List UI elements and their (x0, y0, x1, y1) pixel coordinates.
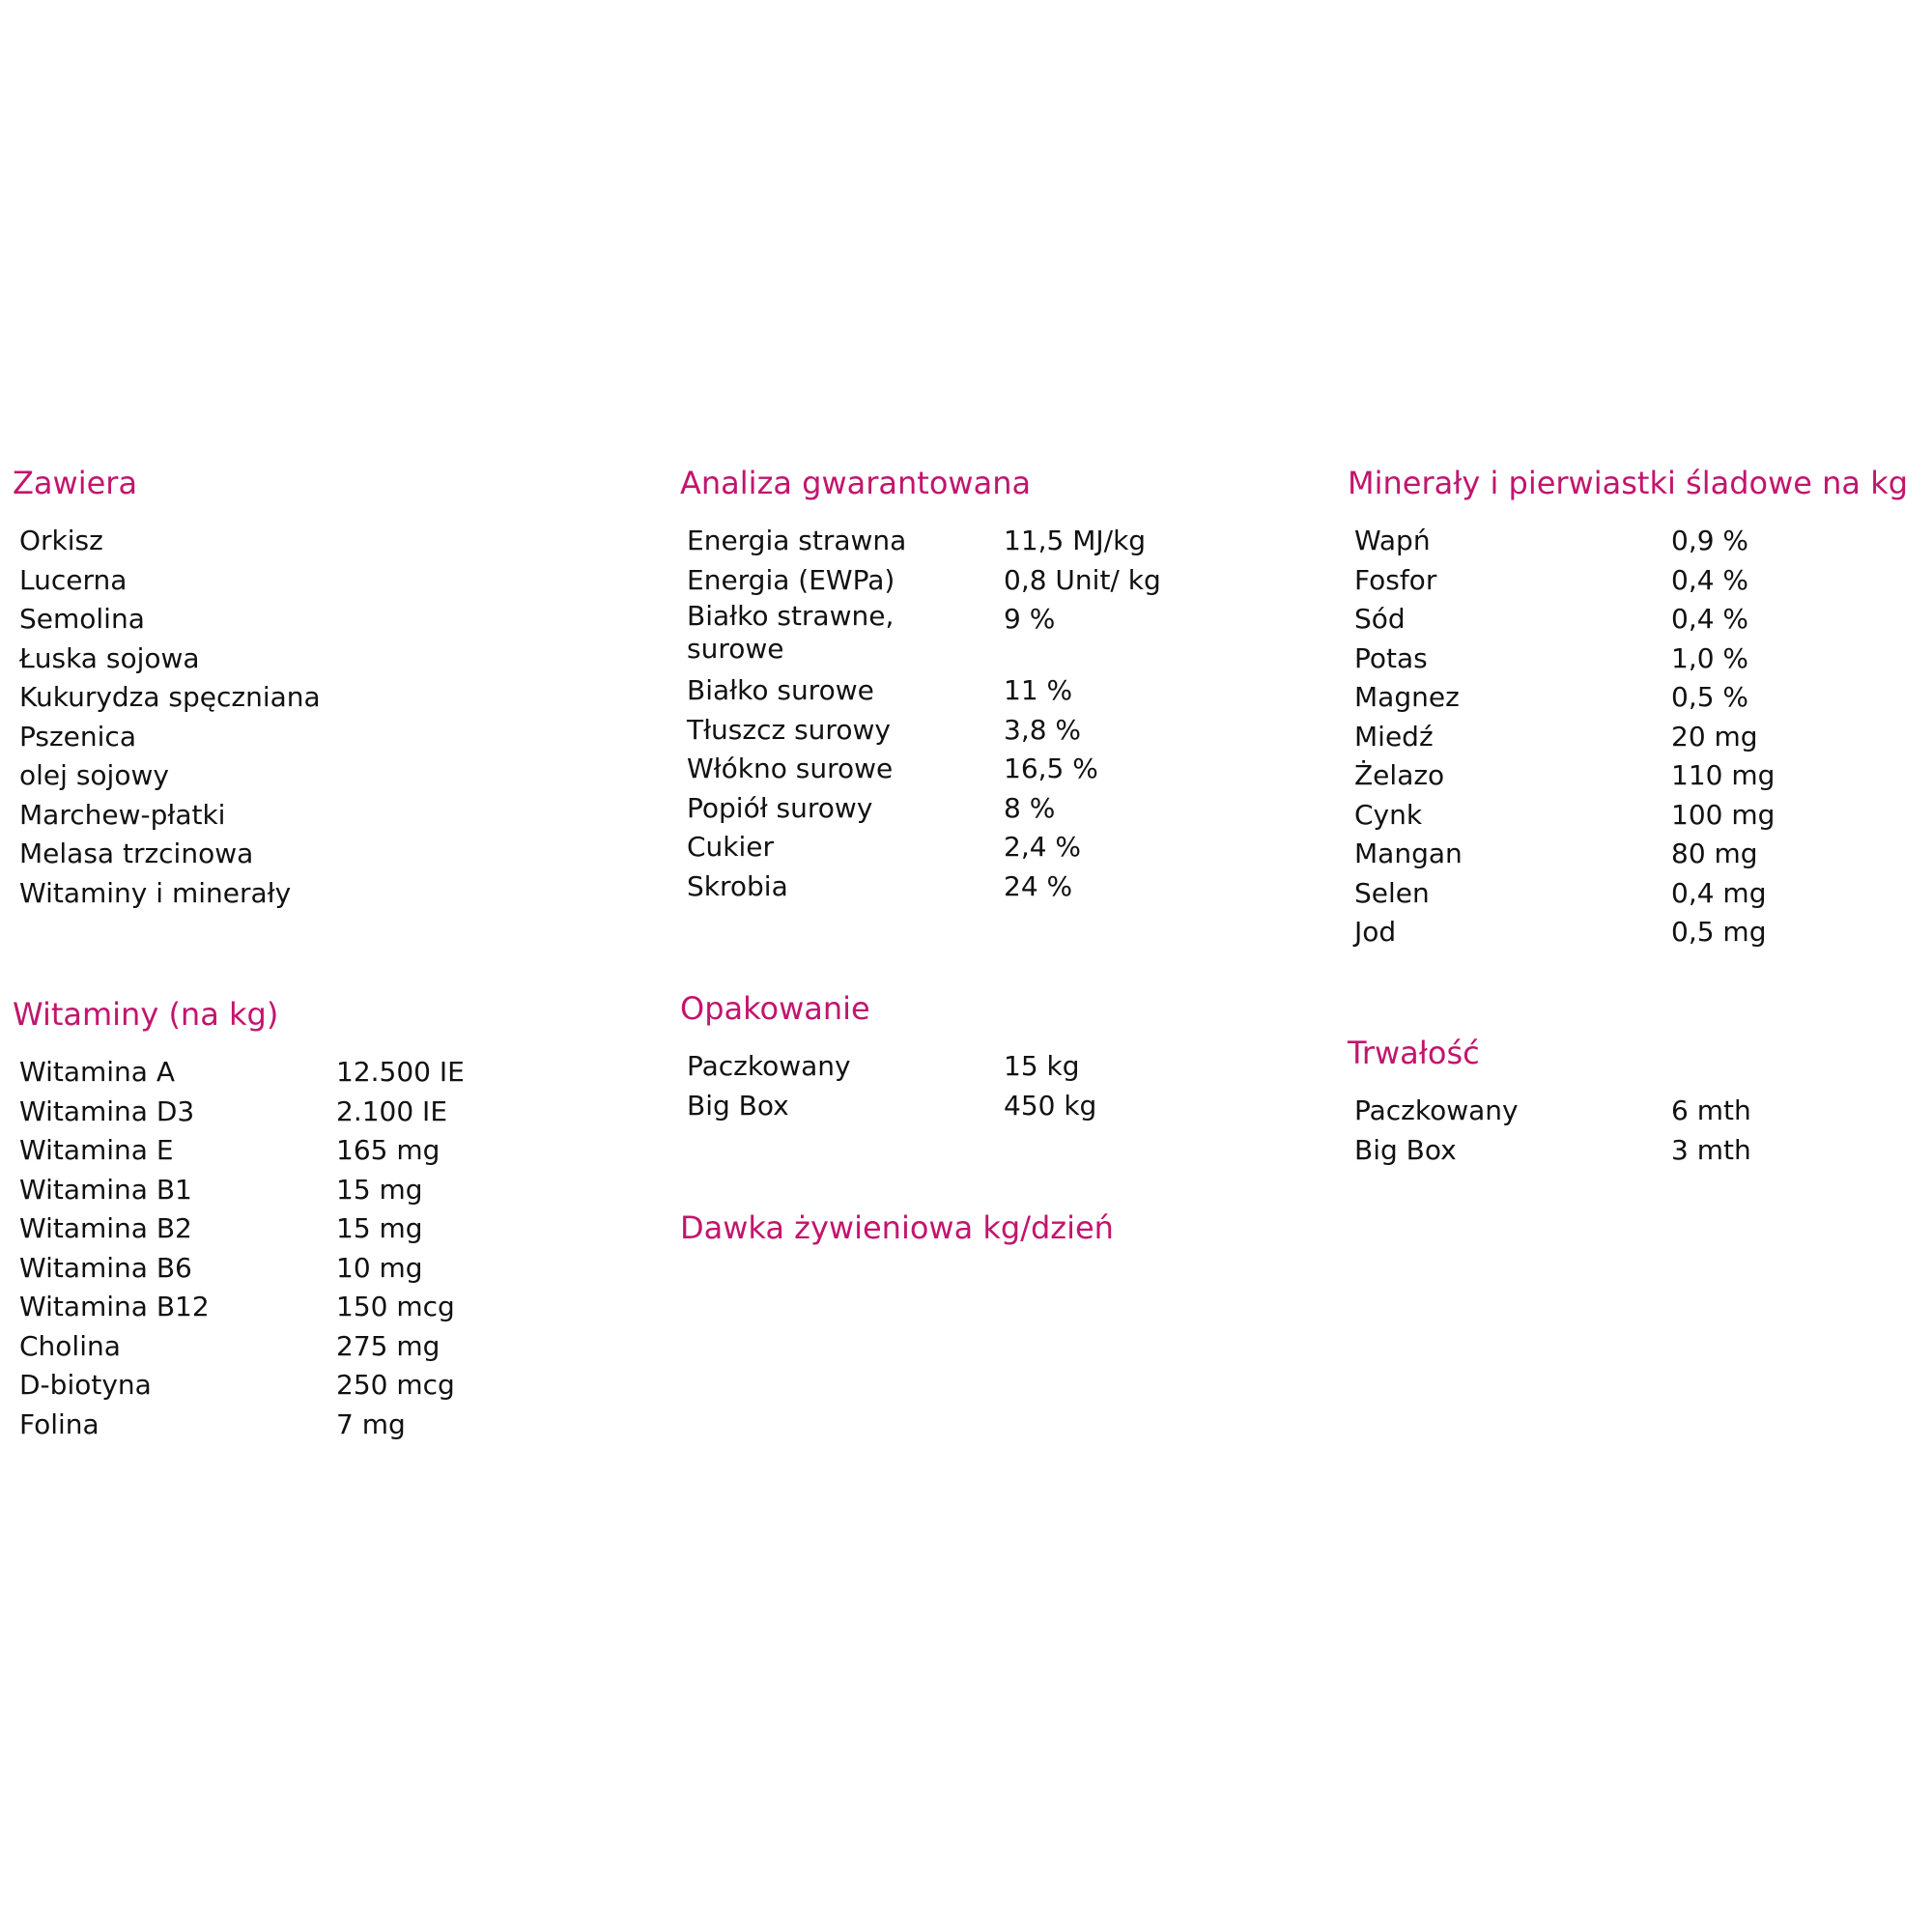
section-trwalosc (1348, 1034, 1751, 1170)
table-row: Wapń 0,9 % (1354, 525, 1749, 556)
table-row: Witamina A 12.500 IE (19, 1056, 465, 1088)
ingredients-list (13, 522, 321, 913)
table-row: Big Box 3 mth (1354, 1133, 1751, 1166)
table-row: Folina 7 mg (19, 1407, 406, 1440)
list-item: Kukurydza spęczniana (19, 681, 321, 713)
table-row: Miedź 20 mg (1354, 720, 1758, 753)
table-row: Witamina B2 15 mg (19, 1212, 423, 1244)
table-row: Witamina E 165 mg (19, 1134, 440, 1166)
table-row: Cynk 100 mg (1354, 798, 1776, 831)
section-zawiera (13, 464, 321, 913)
list-item: Pszenica (19, 720, 136, 753)
table-row: Witamina B12 150 mcg (19, 1291, 455, 1322)
section-title-witaminy: Witaminy (na kg) (13, 996, 279, 1033)
table-row: Energia strawna 11,5 MJ/kg (687, 525, 1147, 556)
vitamins-table (13, 1053, 465, 1444)
table-row: Big Box 450 kg (687, 1089, 1097, 1122)
table-row: Cholina 275 mg (19, 1329, 440, 1362)
table-row: Fosfor 0,4 % (1354, 563, 1749, 596)
shelf-life-table (1348, 1092, 1751, 1170)
table-row: Tłuszcz surowy 3,8 % (687, 713, 1082, 746)
section-opakowanie (680, 989, 1096, 1125)
table-row: Skrobia 24 % (687, 869, 1073, 902)
list-item: olej sojowy (19, 759, 169, 791)
list-item: Melasa trzcinowa (19, 838, 254, 869)
table-row: Białko strawne, surowe 9 % (687, 600, 1056, 665)
minerals-table (1348, 522, 1908, 952)
section-mineraly (1348, 464, 1908, 952)
table-row: Cukier 2,4 % (687, 831, 1082, 863)
section-title-zawiera: Zawiera (13, 465, 138, 501)
section-witaminy (13, 995, 465, 1444)
table-row: Mangan 80 mg (1354, 838, 1758, 869)
section-dawka (680, 1208, 1114, 1247)
list-item: Łuska sojowa (19, 641, 200, 674)
table-row: Paczkowany 6 mth (1354, 1094, 1751, 1126)
packaging-table (680, 1047, 1096, 1125)
table-row: Jod 0,5 mg (1354, 916, 1767, 948)
table-row: Potas 1,0 % (1354, 641, 1749, 674)
section-title-trwalosc: Trwałość (1348, 1035, 1480, 1071)
table-row: Magnez 0,5 % (1354, 681, 1749, 713)
table-row: D-biotyna 250 mcg (19, 1369, 455, 1401)
table-row: Włókno surowe 16,5 % (687, 753, 1098, 784)
section-analiza (680, 464, 1161, 906)
section-title-opakowanie: Opakowanie (680, 990, 870, 1027)
table-row: Witamina B1 15 mg (19, 1173, 423, 1206)
analysis-table (680, 522, 1161, 906)
table-row: Popiół surowy 8 % (687, 791, 1056, 824)
table-row: Witamina D3 2.100 IE (19, 1094, 448, 1127)
list-item: Witaminy i minerały (19, 876, 292, 909)
table-row: Żelazo 110 mg (1354, 759, 1776, 791)
table-row: Energia (EWPa) 0,8 Unit/ kg (687, 563, 1161, 596)
table-row: Witamina B6 10 mg (19, 1251, 423, 1284)
table-row: Selen 0,4 mg (1354, 876, 1767, 909)
section-title-dawka: Dawka żywieniowa kg/dzień (680, 1209, 1114, 1246)
list-item: Lucerna (19, 563, 128, 596)
list-item: Marchew-płatki (19, 798, 226, 831)
section-title-mineraly: Minerały i pierwiastki śladowe na kg (1348, 465, 1909, 501)
section-title-analiza: Analiza gwarantowana (680, 465, 1032, 501)
table-row: Paczkowany 15 kg (687, 1050, 1080, 1082)
table-row: Sód 0,4 % (1354, 603, 1749, 635)
table-row: Białko surowe 11 % (687, 674, 1073, 706)
list-item: Orkisz (19, 525, 103, 556)
list-item: Semolina (19, 603, 145, 635)
